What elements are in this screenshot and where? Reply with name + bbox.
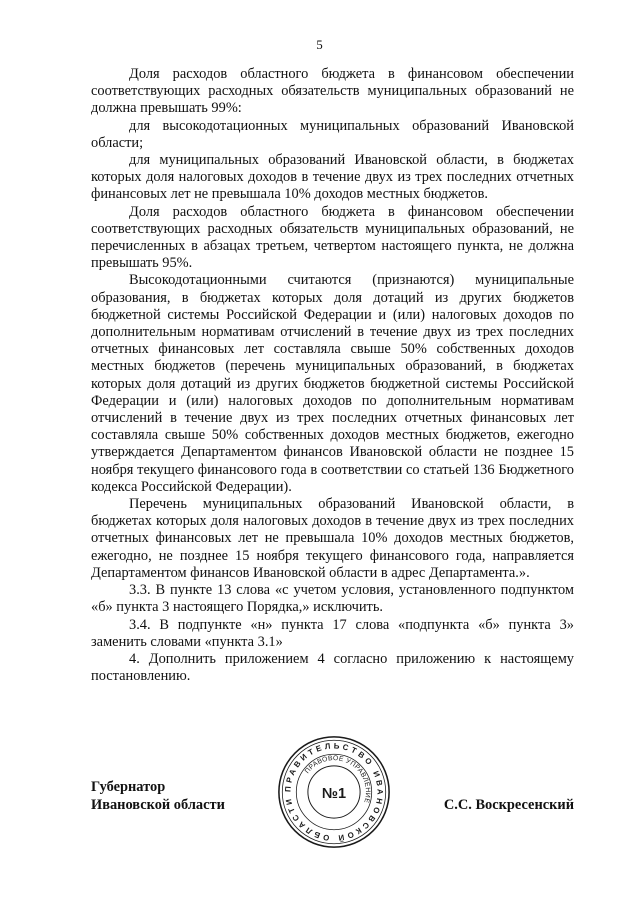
signatory-title-line-2: Ивановской области (91, 797, 225, 813)
stamp-inner-text: ПРАВОВОЕ УПРАВЛЕНИЕ (303, 755, 371, 804)
stamp-outer-text: ПРАВИТЕЛЬСТВО ИВАНОВСКОЙ ОБЛАСТИ (283, 741, 385, 843)
official-stamp (276, 734, 392, 850)
paragraph-6: Перечень муниципальных образований Ивановской области, в бюджетах которых доля налоговых доходов в течение двух из трех последних отчетных финансовых лет не превышала 10% доходов местных бюджетов, ежегодно, не позднее 15 ноября текущего финансового года, направляется Департаментом финансов Ивановской области в адрес Департамента.». (91, 496, 574, 581)
paragraph-8: 3.4. В подпункте «н» пункта 17 слова «подпункта «б» пункта 3» заменить словами «пункта 3.1» (91, 616, 574, 650)
paragraph-9: 4. Дополнить приложением 4 согласно приложению к настоящему постановлению. (91, 650, 574, 685)
paragraph-4: Доля расходов областного бюджета в финансовом обеспечении соответствующих расходных обязательств муниципальных образований, не перечисленных в абзацах третьем, четвертом настоящего пункта, не должна превышать 95%. (91, 203, 574, 272)
paragraph-3: для муниципальных образований Ивановской области, в бюджетах которых доля налоговых доходов в течение двух из трех последних отчетных финансовых лет не превышала 10% доходов местных бюджетов. (91, 152, 574, 203)
paragraph-2: для высокодотационных муниципальных образований Ивановской области; (91, 117, 574, 151)
paragraph-5: Высокодотационными считаются (признаются) муниципальные образования, в бюджетах которых доля дотаций из других бюджетов бюджетной системы Российской Федерации и (или) налоговых доходов по дополнительным нормативам отчислений в течение двух из трех последних отчетных финансовых лет составляла свыше 50% собственных доходов местных бюджетов (перечень муниципальных образований, в бюджетах которых доля дотаций из других бюджетов бюджетной системы Российской Федерации и (или) налоговых доходов по дополнительным нормативам отчислений в течение двух из трех последних отчетных финансовых лет составляла свыше 50% собственных доходов местных бюджетов, ежегодно утверждается Департаментом финансов Ивановской области не позднее 15 ноября текущего финансового года в соответствии со статьей 136 Бюджетного кодекса Российской Федерации). (91, 272, 574, 495)
signatory-title-line-1: Губернатор (91, 779, 166, 795)
body-text (91, 66, 574, 685)
paragraph-1: Доля расходов областного бюджета в финансовом обеспечении соответствующих расходных обязательств муниципальных образований не должна превышать 99%: (91, 66, 574, 117)
signatory-name: С.С. Воскресенский (443, 797, 574, 813)
paragraph-7: 3.3. В пункте 13 слова «с учетом условия, установленного подпунктом «б» пункта 3 настоящего Порядка,» исключить. (91, 582, 574, 616)
stamp-number: №1 (321, 785, 347, 802)
signatory-title (91, 778, 225, 814)
page-number: 5 (316, 37, 323, 52)
